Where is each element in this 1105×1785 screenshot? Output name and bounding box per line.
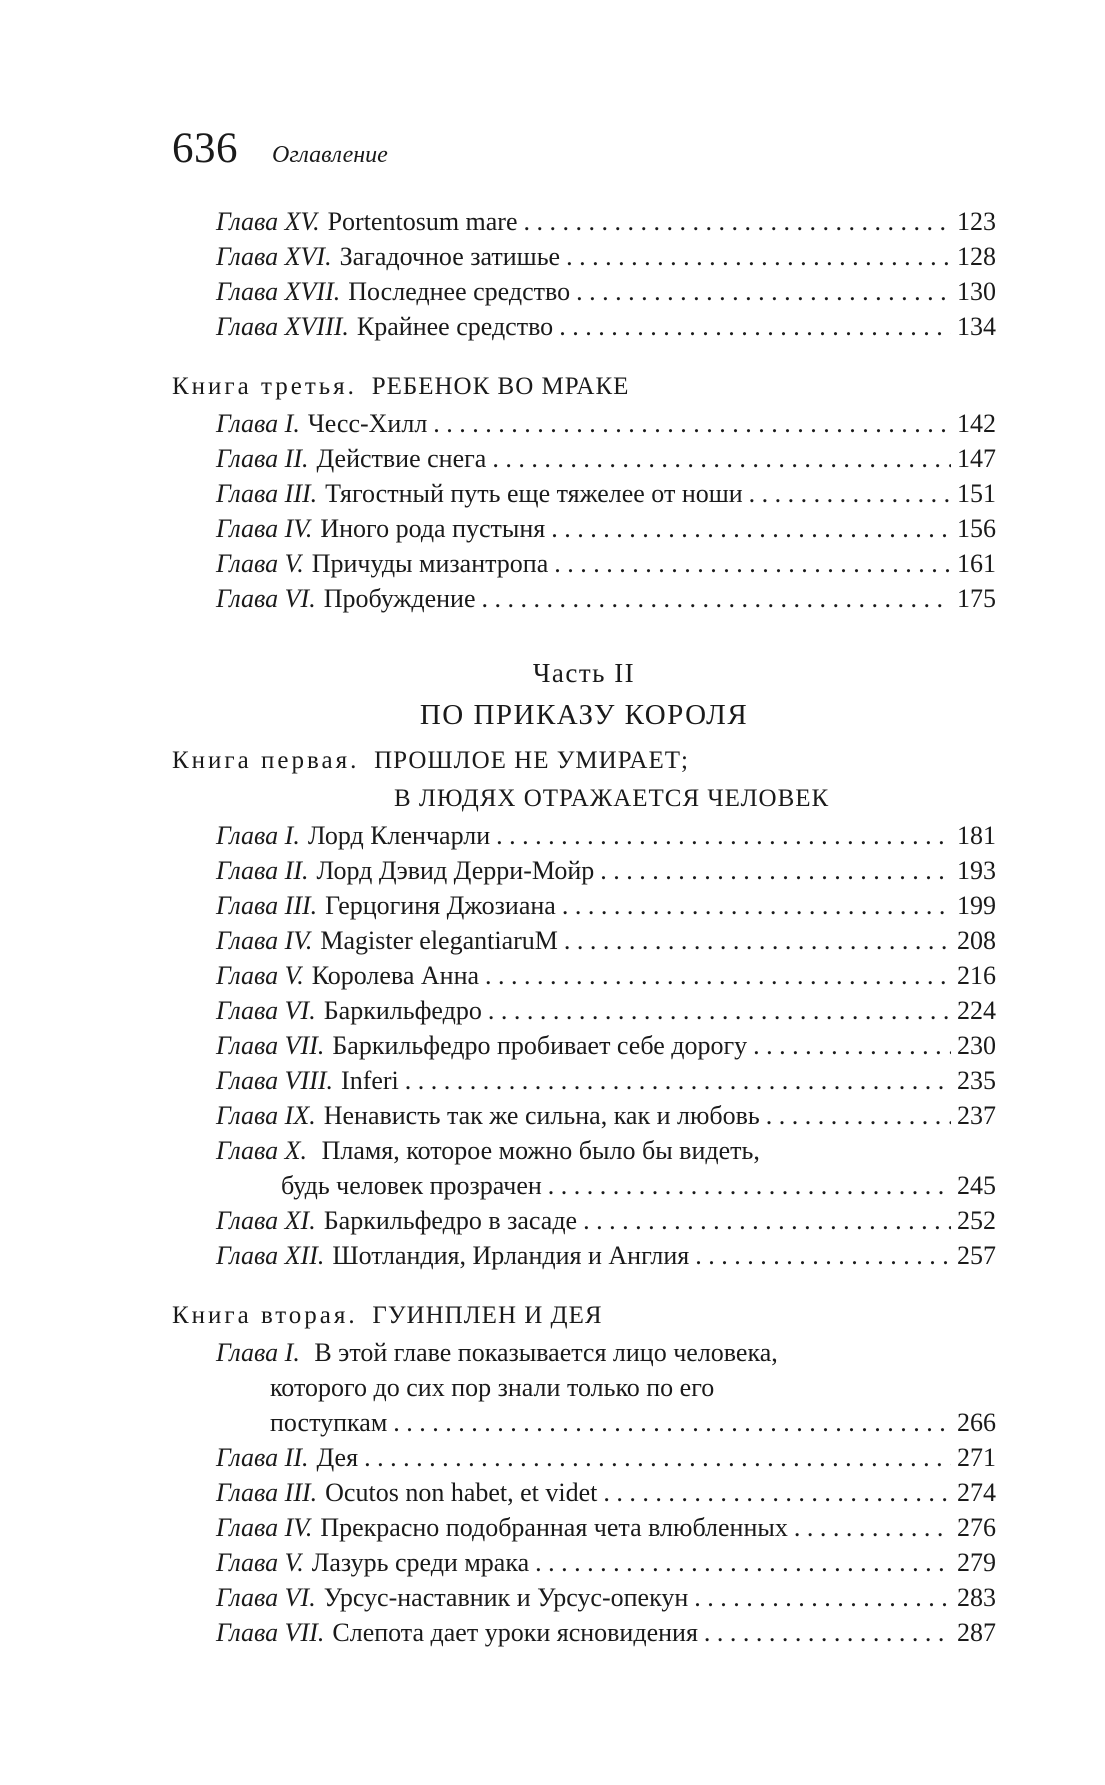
chapter-title-continued: будь человек прозрачен: [281, 1171, 542, 1200]
dot-leader: [600, 853, 951, 888]
chapter-page: 130: [957, 277, 996, 306]
part-heading: Часть II: [532, 658, 636, 688]
dot-leader: [753, 1028, 951, 1063]
chapter-page: 279: [957, 1548, 996, 1577]
toc-entry-continued[interactable]: [172, 1370, 996, 1405]
dot-leader: [564, 923, 951, 958]
chapter-title: Герцогиня Джозиана: [325, 891, 556, 920]
chapter-label: Глава I.: [216, 821, 300, 850]
chapter-page: 235: [957, 1066, 996, 1095]
chapter-page: 216: [957, 961, 996, 990]
dot-leader: [364, 1440, 951, 1475]
chapter-title: Ненависть так же сильна, как и любовь: [323, 1101, 760, 1130]
chapter-label: Глава XVII.: [216, 277, 341, 306]
chapter-title: Баркильфедро в засаде: [323, 1206, 578, 1235]
page-number: 636: [172, 125, 238, 172]
dot-leader: [488, 993, 951, 1028]
dot-leader: [603, 1475, 951, 1510]
dot-leader: [548, 1168, 951, 1203]
toc-entry[interactable]: [172, 406, 996, 441]
chapter-label: Глава IV.: [216, 1513, 313, 1542]
chapter-page: 142: [957, 409, 996, 438]
dot-leader: [566, 239, 951, 274]
toc-entry[interactable]: [172, 1545, 996, 1580]
toc-entry[interactable]: [172, 993, 996, 1028]
dot-leader: [554, 546, 951, 581]
book-label: Книга третья.: [172, 373, 357, 400]
table-of-contents: [172, 204, 996, 1650]
chapter-title: Урсус-наставник и Урсус-опекун: [323, 1583, 689, 1612]
chapter-label: Глава VI.: [216, 584, 316, 613]
book-label: Книга первая.: [172, 747, 360, 774]
toc-entry[interactable]: [172, 546, 996, 581]
chapter-label: Глава II.: [216, 856, 309, 885]
chapter-title: Пробуждение: [323, 584, 476, 613]
chapter-page: 193: [957, 856, 996, 885]
dot-leader: [405, 1063, 951, 1098]
dot-leader: [704, 1615, 951, 1650]
chapter-title: Баркильфедро: [323, 996, 482, 1025]
chapter-title-continued: поступкам: [270, 1408, 388, 1437]
chapter-label: Глава II.: [216, 1443, 309, 1472]
toc-entry[interactable]: [172, 853, 996, 888]
dot-leader: [695, 1238, 951, 1273]
chapter-title-continued: которого до сих пор знали только по его: [270, 1373, 715, 1402]
toc-entry[interactable]: [172, 1238, 996, 1273]
page-header: [172, 124, 388, 173]
toc-entry[interactable]: [172, 888, 996, 923]
toc-entry[interactable]: [172, 958, 996, 993]
chapter-title: Inferi: [341, 1066, 399, 1095]
chapter-page: 245: [957, 1171, 996, 1200]
book-title: РЕБЕНОК ВО МРАКЕ: [371, 373, 630, 400]
chapter-title: Дея: [316, 1443, 359, 1472]
chapter-title: Portentosum mare: [327, 207, 518, 236]
toc-entry[interactable]: [172, 581, 996, 616]
chapter-page: 147: [957, 444, 996, 473]
dot-leader: [766, 1098, 951, 1133]
chapter-title: Королева Анна: [311, 961, 480, 990]
chapter-title: Слепота дает уроки ясновидения: [332, 1618, 698, 1647]
book-title-continued: В ЛЮДЯХ ОТРАЖАЕТСЯ ЧЕЛОВЕК: [394, 785, 830, 812]
chapter-label: Глава IX.: [216, 1101, 316, 1130]
dot-leader: [485, 958, 951, 993]
book-heading: [172, 1297, 996, 1335]
chapter-page: 287: [957, 1618, 996, 1647]
toc-entry-multiline[interactable]: [172, 1335, 996, 1370]
book-label: Книга вторая.: [172, 1302, 358, 1329]
chapter-page: 128: [957, 242, 996, 271]
chapter-page: 175: [957, 584, 996, 613]
chapter-title: Причуды мизантропа: [311, 549, 549, 578]
chapter-label: Глава XV.: [216, 207, 320, 236]
chapter-title: Пламя, которое можно было бы видеть,: [321, 1136, 760, 1165]
dot-leader: [551, 511, 951, 546]
toc-entry[interactable]: [172, 204, 996, 239]
chapter-page: 283: [957, 1583, 996, 1612]
chapter-label: Глава I.: [216, 1338, 300, 1367]
chapter-page: 181: [957, 821, 996, 850]
dot-leader: [583, 1203, 951, 1238]
chapter-page: 237: [957, 1101, 996, 1130]
chapter-title: Баркильфедро пробивает себе дорогу: [332, 1031, 748, 1060]
chapter-label: Глава III.: [216, 479, 318, 508]
dot-leader: [492, 441, 951, 476]
chapter-title: Действие снега: [316, 444, 487, 473]
dot-leader: [393, 1405, 951, 1440]
toc-entry[interactable]: [172, 274, 996, 309]
chapter-label: Глава XI.: [216, 1206, 316, 1235]
dot-leader: [749, 476, 951, 511]
toc-entry[interactable]: [172, 441, 996, 476]
chapter-label: Глава V.: [216, 961, 304, 990]
chapter-page: 252: [957, 1206, 996, 1235]
chapter-label: Глава II.: [216, 444, 309, 473]
book-title: ПРОШЛОЕ НЕ УМИРАЕТ;: [374, 747, 689, 774]
dot-leader: [433, 406, 951, 441]
toc-entry[interactable]: [172, 1203, 996, 1238]
chapter-title: Загадочное затишье: [339, 242, 561, 271]
dot-leader: [794, 1510, 951, 1545]
dot-leader: [482, 581, 952, 616]
toc-entry[interactable]: [172, 1028, 996, 1063]
chapter-title: Ocutos non habet, et videt: [325, 1478, 598, 1507]
toc-entry[interactable]: [172, 309, 996, 344]
toc-entry[interactable]: [172, 1063, 996, 1098]
dot-leader: [535, 1545, 951, 1580]
chapter-label: Глава VI.: [216, 1583, 316, 1612]
toc-entry[interactable]: [172, 1615, 996, 1650]
chapter-page: 276: [957, 1513, 996, 1542]
chapter-page: 266: [957, 1408, 996, 1437]
chapter-label: Глава VIII.: [216, 1066, 334, 1095]
chapter-title: Крайнее средство: [356, 312, 554, 341]
toc-entry[interactable]: [172, 923, 996, 958]
book-heading: [172, 742, 996, 780]
chapter-title: Последнее средство: [348, 277, 571, 306]
dot-leader: [576, 274, 951, 309]
chapter-title: Иного рода пустыня: [320, 514, 546, 543]
chapter-label: Глава I.: [216, 409, 300, 438]
toc-entry-continued[interactable]: [172, 1405, 996, 1440]
chapter-page: 274: [957, 1478, 996, 1507]
dot-leader: [496, 818, 951, 853]
chapter-label: Глава VII.: [216, 1031, 325, 1060]
chapter-title: Лорд Дэвид Дерри-Мойр: [316, 856, 595, 885]
book-heading: [172, 368, 996, 406]
chapter-title: Тягостный путь еще тяжелее от ноши: [325, 479, 743, 508]
chapter-label: Глава XVIII.: [216, 312, 349, 341]
chapter-label: Глава V.: [216, 549, 304, 578]
toc-entry[interactable]: [172, 239, 996, 274]
chapter-page: 271: [957, 1443, 996, 1472]
chapter-title: Лорд Кленчарли: [307, 821, 491, 850]
chapter-label: Глава IV.: [216, 926, 313, 955]
chapter-page: 230: [957, 1031, 996, 1060]
dot-leader: [562, 888, 951, 923]
chapter-label: Глава VII.: [216, 1618, 325, 1647]
chapter-label: Глава X.: [216, 1136, 308, 1165]
chapter-label: Глава V.: [216, 1548, 304, 1577]
chapter-title: Лазурь среди мрака: [311, 1548, 530, 1577]
chapter-label: Глава IV.: [216, 514, 313, 543]
chapter-page: 161: [957, 549, 996, 578]
toc-entry[interactable]: [172, 1510, 996, 1545]
chapter-title: Чесс-Хилл: [307, 409, 428, 438]
chapter-page: 156: [957, 514, 996, 543]
part-title: ПО ПРИКАЗУ КОРОЛЯ: [419, 699, 749, 731]
toc-entry[interactable]: [172, 1098, 996, 1133]
chapter-page: 199: [957, 891, 996, 920]
running-title: Оглавление: [272, 142, 388, 168]
toc-entry-continued[interactable]: [172, 1168, 996, 1203]
chapter-label: Глава XVI.: [216, 242, 332, 271]
toc-entry[interactable]: [172, 1440, 996, 1475]
chapter-title: Шотландия, Ирландия и Англия: [332, 1241, 690, 1270]
chapter-page: 123: [957, 207, 996, 236]
book-title: ГУИНПЛЕН И ДЕЯ: [372, 1302, 603, 1329]
chapter-label: Глава III.: [216, 1478, 318, 1507]
chapter-label: Глава III.: [216, 891, 318, 920]
chapter-title: В этой главе показывается лицо человека,: [314, 1338, 778, 1367]
toc-entry-multiline[interactable]: [172, 1133, 996, 1168]
toc-entry[interactable]: [172, 818, 996, 853]
chapter-label: Глава XII.: [216, 1241, 325, 1270]
chapter-page: 208: [957, 926, 996, 955]
toc-entry[interactable]: [172, 476, 996, 511]
dot-leader: [559, 309, 951, 344]
chapter-page: 257: [957, 1241, 996, 1270]
chapter-title: Прекрасно подобранная чета влюбленных: [320, 1513, 788, 1542]
dot-leader: [524, 204, 951, 239]
dot-leader: [694, 1580, 951, 1615]
toc-entry[interactable]: [172, 1580, 996, 1615]
chapter-label: Глава VI.: [216, 996, 316, 1025]
chapter-title: Magister elegantiaruM: [320, 926, 558, 955]
toc-entry[interactable]: [172, 511, 996, 546]
chapter-page: 151: [957, 479, 996, 508]
chapter-page: 224: [957, 996, 996, 1025]
toc-entry[interactable]: [172, 1475, 996, 1510]
chapter-page: 134: [957, 312, 996, 341]
